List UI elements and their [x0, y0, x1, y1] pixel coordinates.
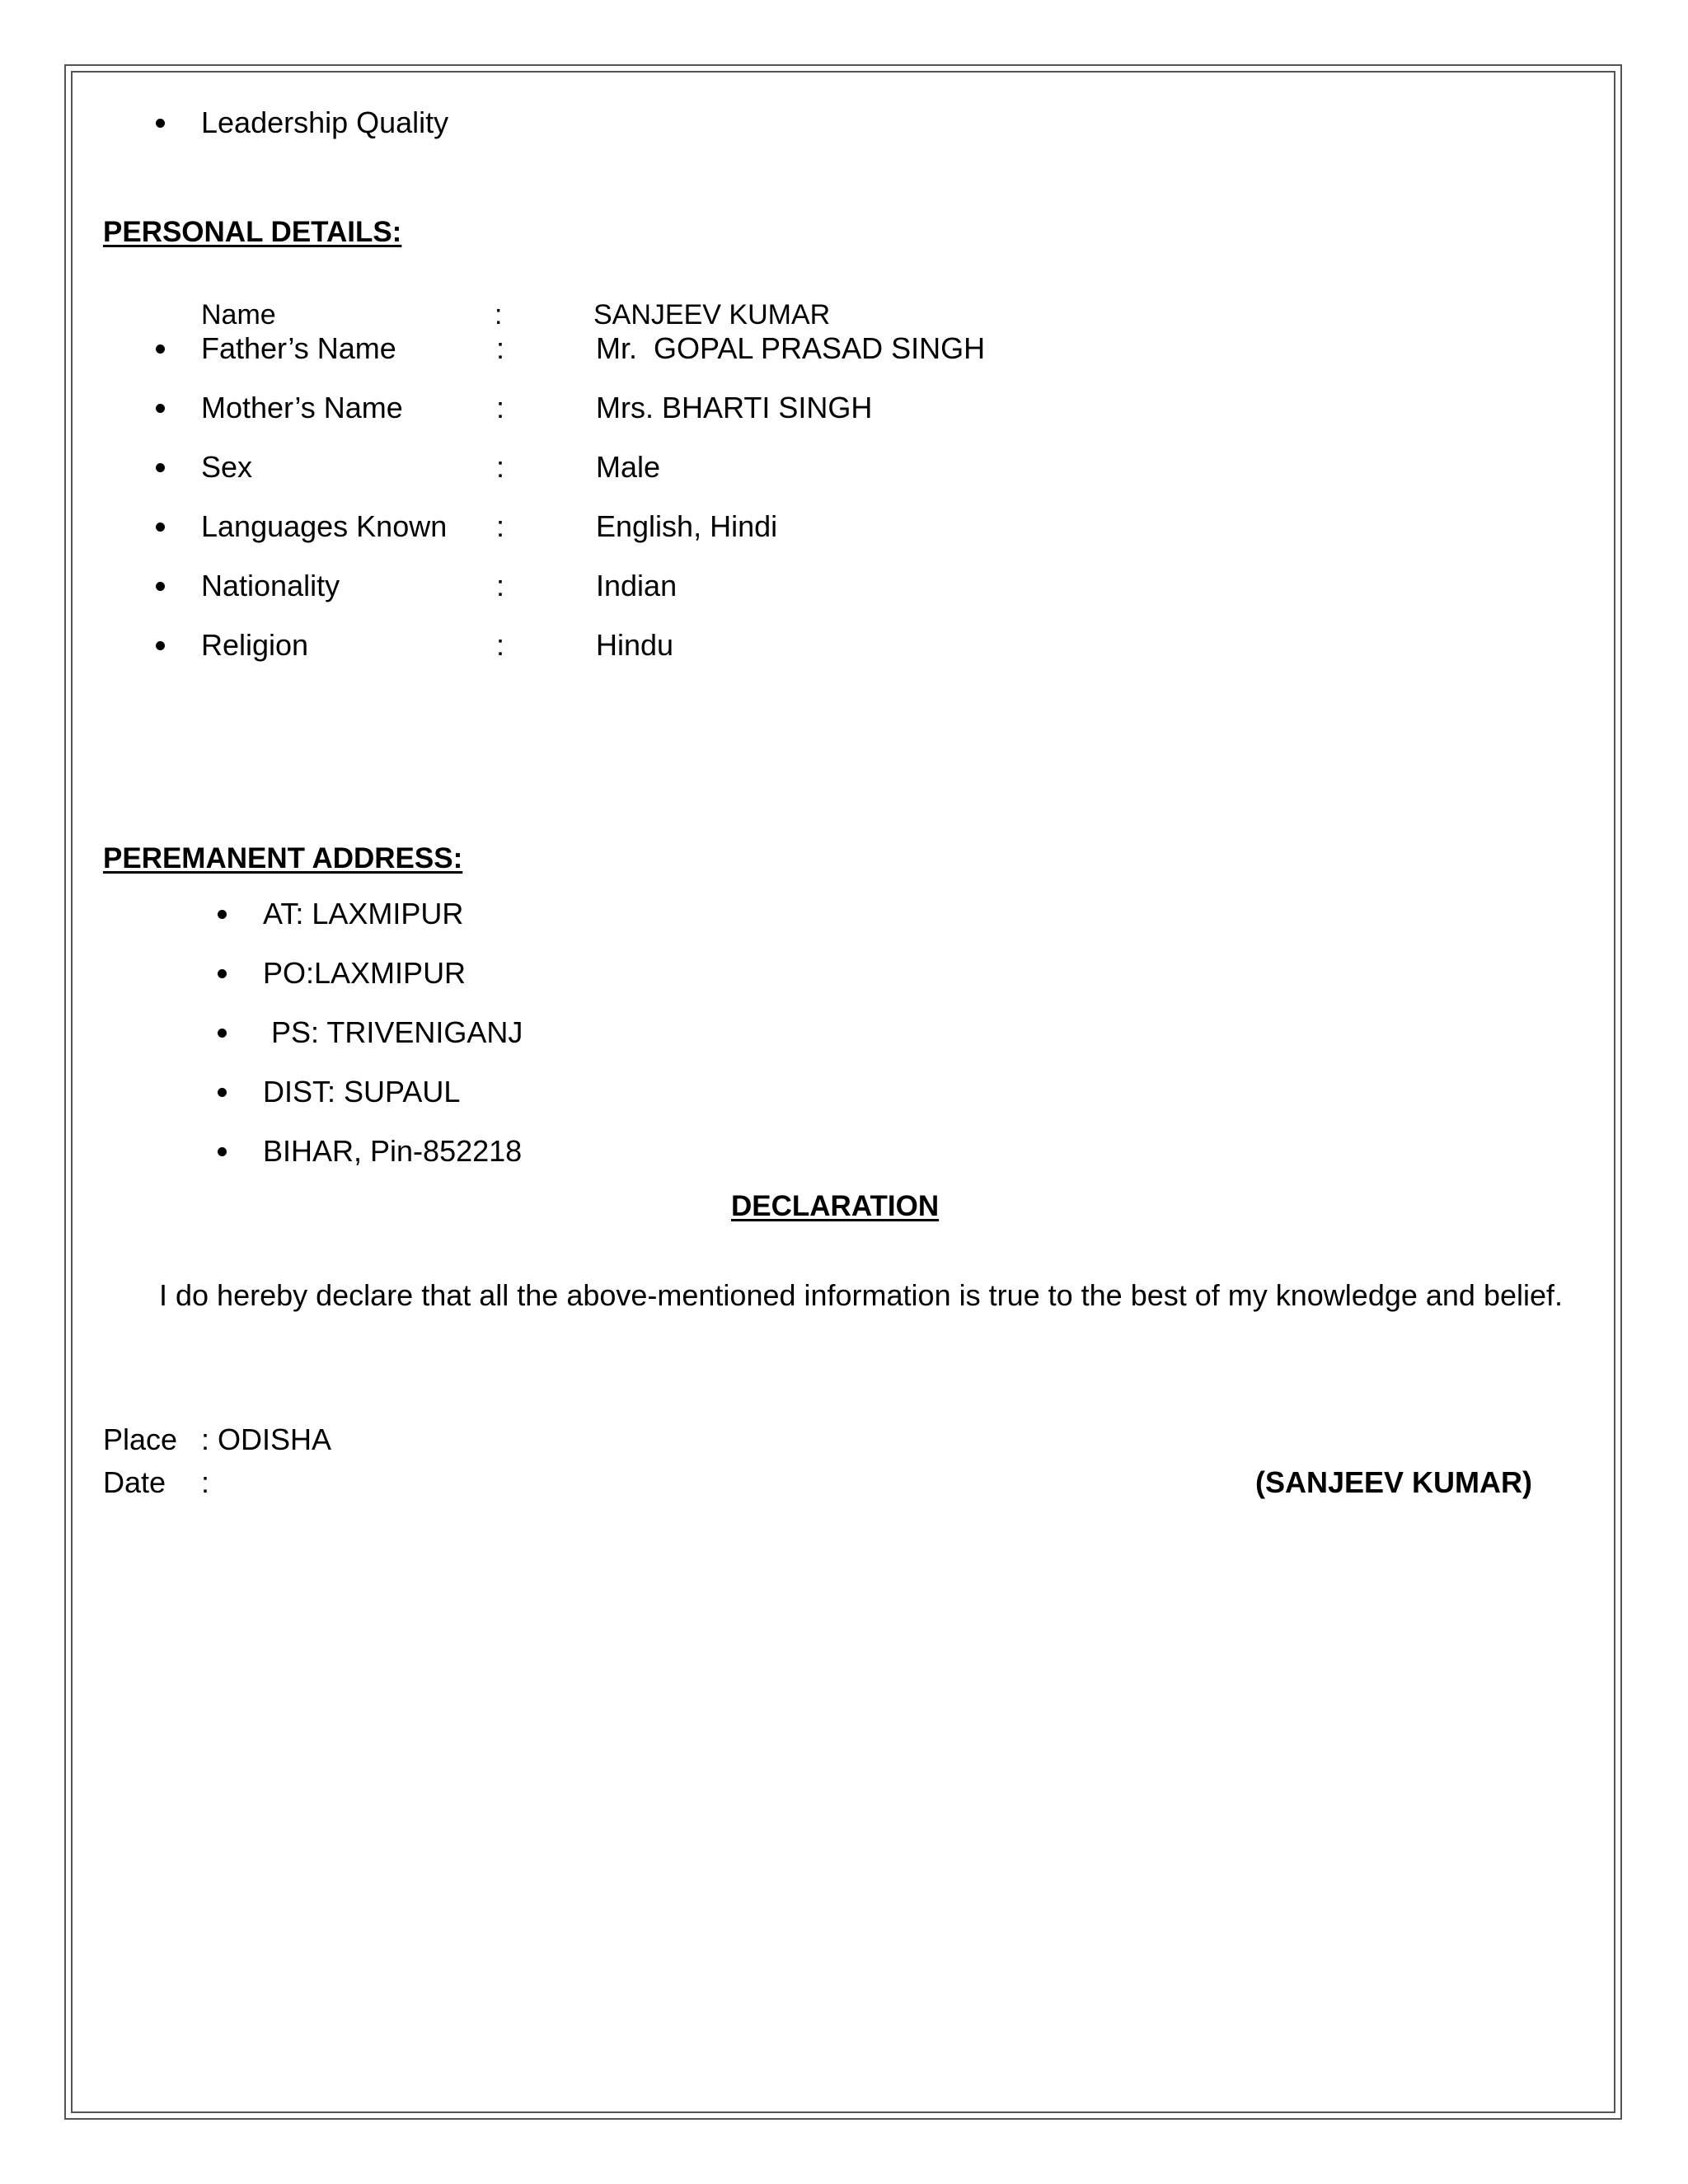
bullet	[218, 969, 227, 978]
personal-details-heading: PERSONAL DETAILS:	[103, 216, 402, 248]
place-label: Place	[103, 1422, 178, 1456]
bullet	[156, 344, 165, 354]
bullet	[156, 119, 165, 128]
father-name-value: Mr. GOPAL PRASAD SINGH	[596, 331, 986, 365]
religion-value: Hindu	[596, 628, 674, 662]
languages-separator: :	[496, 509, 505, 543]
bullet	[156, 523, 165, 532]
address-line: BIHAR, Pin-852218	[263, 1134, 523, 1168]
name-value: SANJEEV KUMAR	[593, 299, 831, 330]
father-name-label: Father’s Name	[201, 331, 396, 365]
nationality-separator: :	[496, 569, 505, 602]
address-line: AT: LAXMIPUR	[263, 897, 464, 930]
nationality-value: Indian	[596, 569, 678, 602]
address-line: PO:LAXMIPUR	[263, 956, 467, 990]
bullet	[218, 1029, 227, 1038]
father-name-separator: :	[496, 331, 505, 365]
languages-label: Languages Known	[201, 509, 448, 543]
declaration-heading: DECLARATION	[731, 1190, 940, 1222]
address-line: PS: TRIVENIGANJ	[263, 1015, 523, 1049]
skill-item: Leadership Quality	[201, 105, 449, 139]
place-value: : ODISHA	[201, 1422, 332, 1456]
bullet	[218, 1088, 227, 1097]
name-separator: :	[495, 299, 503, 330]
nationality-label: Nationality	[201, 569, 340, 602]
mother-name-value: Mrs. BHARTI SINGH	[596, 391, 873, 424]
religion-separator: :	[496, 628, 505, 662]
permanent-address-heading: PEREMANENT ADDRESS:	[103, 842, 463, 874]
bullet	[218, 1147, 227, 1156]
signature-name: (SANJEEV KUMAR)	[1255, 1465, 1533, 1499]
date-value: :	[201, 1465, 210, 1499]
name-label: Name	[201, 299, 276, 330]
address-line: DIST: SUPAUL	[263, 1075, 461, 1108]
mother-name-label: Mother’s Name	[201, 391, 403, 424]
sex-separator: :	[496, 450, 505, 484]
sex-value: Male	[596, 450, 661, 484]
bullet	[218, 910, 227, 919]
declaration-text: I do hereby declare that all the above-mentioned information is true to the best of my knowledge and belief.	[159, 1278, 1564, 1312]
languages-value: English, Hindi	[596, 509, 778, 543]
bullet	[156, 404, 165, 413]
religion-label: Religion	[201, 628, 309, 662]
bullet	[156, 582, 165, 591]
mother-name-separator: :	[496, 391, 505, 424]
bullet	[156, 641, 165, 650]
sex-label: Sex	[201, 450, 253, 484]
bullet	[156, 463, 165, 472]
date-label: Date	[103, 1465, 166, 1499]
